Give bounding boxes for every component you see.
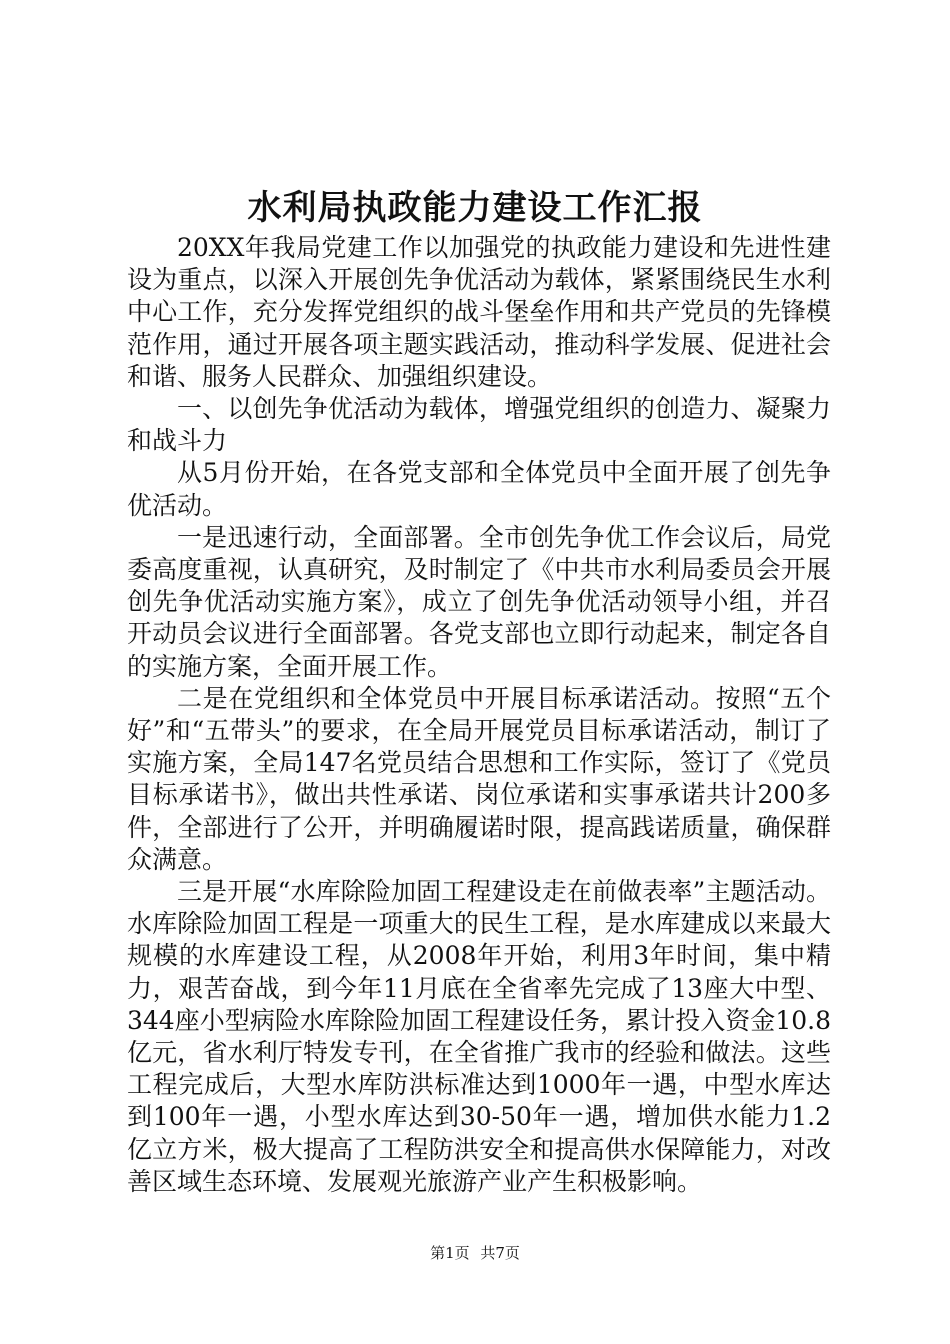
page-footer [0, 1243, 950, 1263]
document-title: 水利局执政能力建设工作汇报 [247, 188, 703, 228]
paragraph-second-point: 二是在党组织和全体党员中开展目标承诺活动。按照“五个好”和“五带头”的要求，在全局开展党员目标承诺活动，制订了实施方案，全局147名党员结合思想和工作实际，签订了《党员目标承诺书》，做出共性承诺、岗位承诺和实事承诺共计200多件，全部进行了公开，并明确履诺时限，提高践诺质量，确保群众满意。 [127, 683, 831, 874]
page-number: 第1页 [430, 1244, 470, 1262]
page-total: 共7页 [480, 1244, 520, 1262]
paragraph-intro: 20XX年我局党建工作以加强党的执政能力建设和先进性建设为重点，以深入开展创先争优活动为载体，紧紧围绕民生水利中心工作，充分发挥党组织的战斗堡垒作用和共产党员的先锋模范作用，通过开展各项主题实践活动，推动科学发展、促进社会和谐、服务人民群众、加强组织建设。 [127, 233, 831, 391]
paragraph-third-point: 三是开展“水库除险加固工程建设走在前做表率”主题活动。水库除险加固工程是一项重大的民生工程，是水库建成以来最大规模的水库建设工程，从2008年开始，利用3年时间，集中精力，艰苦奋战，到今年11月底在全省率先完成了13座大中型、344座小型病险水库除险加固工程建设任务，累计投入资金10.8亿元，省水利厅特发专刊，在全省推广我市的经验和做法。这些工程完成后，大型水库防洪标准达到1000年一遇，中型水库达到100年一遇，小型水库达到30-50年一遇，增加供水能力1.2亿立方米，极大提高了工程防洪安全和提高供水保障能力，对改善区域生态环境、发展观光旅游产业产生积极影响。 [127, 877, 831, 1196]
document-body [127, 232, 831, 1198]
section-heading-1: 一、以创先争优活动为载体，增强党组织的创造力、凝聚力和战斗力 [127, 394, 831, 456]
paragraph-first-point: 一是迅速行动，全面部署。全市创先争优工作会议后，局党委高度重视，认真研究，及时制定了《中共市水利局委员会开展创先争优活动实施方案》，成立了创先争优活动领导小组，并召开动员会议进行全面部署。各党支部也立即行动起来，制定各自的实施方案，全面开展工作。 [127, 522, 831, 681]
paragraph-start: 从5月份开始，在各党支部和全体党员中全面开展了创先争优活动。 [127, 458, 831, 520]
